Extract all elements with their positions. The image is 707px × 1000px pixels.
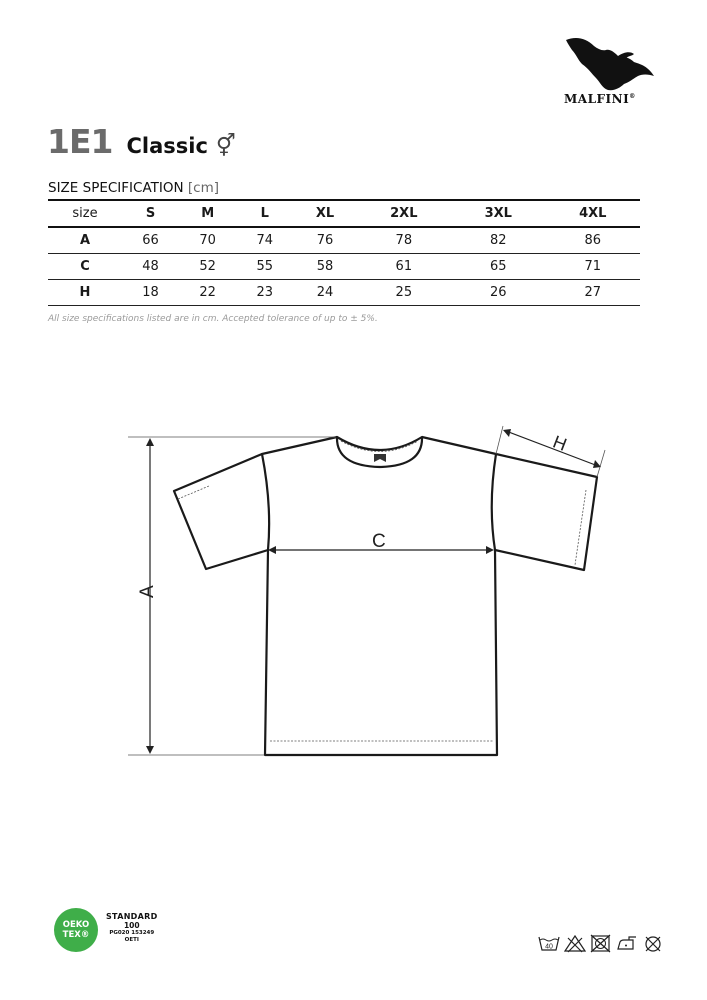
table-cell: 48 — [142, 259, 159, 274]
table-cell: 66 — [142, 233, 159, 248]
no-bleach-icon — [564, 934, 586, 954]
product-code: 1E1 — [47, 122, 113, 161]
header-size: XL — [315, 206, 335, 221]
table-cell: 52 — [199, 259, 216, 274]
header-size: 4XL — [579, 206, 607, 221]
table-cell: 76 — [316, 233, 334, 248]
brand-name: MALFINI® — [564, 92, 636, 106]
table-cell: 22 — [199, 285, 216, 300]
header-size: L — [260, 206, 269, 221]
oeko-tex-text: STANDARD 100 PG020 153249 OETI — [106, 912, 158, 943]
tshirt-collar — [337, 437, 422, 467]
spec-unit: [cm] — [187, 180, 219, 196]
row-label: C — [80, 259, 90, 274]
table-cell: 58 — [316, 259, 334, 274]
svg-text:40: 40 — [545, 943, 553, 951]
label-a: A — [137, 585, 158, 598]
table-cell: 71 — [584, 259, 602, 274]
tshirt-body — [262, 437, 497, 755]
header-size-label: size — [72, 206, 98, 221]
table-cell: 18 — [142, 285, 159, 300]
header-size: 2XL — [390, 206, 418, 221]
table-cell: 23 — [256, 285, 274, 300]
table-cell: 86 — [584, 233, 602, 248]
table-cell: 70 — [199, 233, 216, 248]
care-icons — [538, 934, 664, 954]
tshirt-right-sleeve — [495, 454, 597, 570]
product-name: Classic — [126, 134, 208, 158]
table-cell: 82 — [490, 233, 507, 248]
unisex-icon: ⚥ — [215, 134, 236, 159]
header-size: 3XL — [484, 206, 512, 221]
table-cell: 26 — [490, 285, 507, 300]
table-cell: 78 — [395, 233, 413, 248]
iron-icon — [616, 934, 638, 954]
table-cell: 27 — [584, 285, 602, 300]
tshirt-left-sleeve — [174, 454, 268, 569]
row-label: A — [79, 233, 91, 248]
label-h: H — [550, 431, 570, 455]
no-tumble-dry-icon — [590, 934, 612, 954]
label-c: C — [372, 531, 386, 552]
table-cell: 65 — [490, 259, 507, 274]
table-cell: 24 — [316, 285, 334, 300]
table-cell: 55 — [256, 259, 274, 274]
no-dry-clean-icon — [642, 934, 664, 954]
header-size: S — [145, 206, 156, 221]
spec-title: SIZE SPECIFICATION [cm] — [48, 180, 219, 196]
table-cell: 25 — [395, 285, 413, 300]
table-cell: 74 — [256, 233, 274, 248]
header-size: M — [201, 206, 215, 221]
tolerance-note: All size specifications listed are in cm. Accepted tolerance of up to ± 5%. — [48, 314, 378, 324]
row-label: H — [79, 285, 91, 300]
table-cell: 61 — [395, 259, 413, 274]
wash-40-icon — [538, 934, 560, 954]
neck-tag — [374, 454, 386, 462]
oeko-tex-logo: OEKO TEX® — [54, 908, 98, 952]
oeko-tex-badge — [54, 908, 158, 952]
